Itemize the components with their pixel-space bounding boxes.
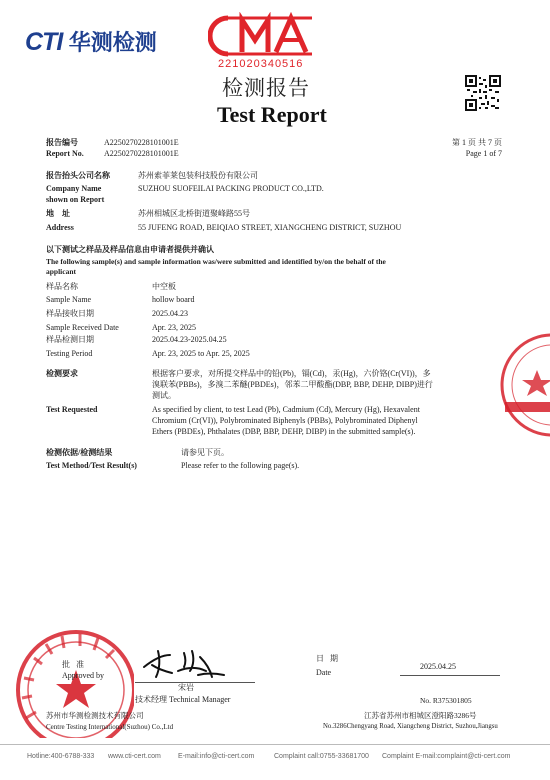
certificate-number: No. R375301805 [420, 696, 472, 705]
sample-intro-cn: 以下测试之样品及样品信息由申请者提供并确认 [46, 245, 214, 254]
footer-complaint-call: Complaint call:0755-33681700 [274, 753, 369, 760]
date-value: 2025.04.25 [420, 662, 456, 671]
address-value-en: 55 JUFENG ROAD, BEIQIAO STREET, XIANGCHENG DISTRICT, SUZHOU [138, 223, 402, 232]
report-no-value-en: A2250270228101001E [104, 149, 179, 158]
signature [140, 645, 230, 681]
footer-divider [0, 744, 550, 745]
stamp-seal-icon [497, 330, 550, 440]
sample-name-value-cn: 中空板 [152, 282, 176, 291]
test-request-label-en: Test Requested [46, 405, 98, 414]
approve-label-cn: 批 准 [62, 660, 84, 669]
cti-logo [25, 26, 157, 54]
footer-email[interactable]: E-mail:info@cti-cert.com [178, 753, 255, 760]
company-value-cn: 苏州索菲莱包装科技股份有限公司 [138, 171, 258, 180]
received-date-value-cn: 2025.04.23 [152, 309, 188, 318]
title-en: Test Report [217, 102, 327, 127]
received-date-value-en: Apr. 23, 2025 [152, 323, 196, 332]
test-request-value-cn-1: 根据客户要求，对所提交样品中的铅(Pb)，镉(Cd)，汞(Hg)，六价铬(Cr(VI))，多 [152, 369, 431, 378]
issuer-company-en: Centre Testing International(Suzhou) Co.,Ltd [46, 723, 174, 731]
page-indicator-cn: 第 1 页 共 7 页 [452, 138, 502, 147]
cma-mark [208, 12, 330, 60]
address-label-cn: 地 址 [46, 209, 70, 218]
issuer-company-cn: 苏州市华测检测技术有限公司 [46, 711, 144, 720]
address-value-cn: 苏州相城区北桥街道聚峰路55号 [138, 209, 250, 218]
test-request-value-cn-2: 溴联苯(PBBs)，多溴二苯醚(PBDEs)，邻苯二甲酸酯(DBP, BBP, DEHP, DIBP)进行 [152, 380, 433, 389]
method-label-cn: 检测依据/检测结果 [46, 448, 113, 457]
test-request-value-cn-3: 测试。 [152, 391, 176, 400]
test-request-label-cn: 检测要求 [46, 369, 78, 378]
received-date-label-cn: 样品接收日期 [46, 309, 94, 318]
cti-logo-cn: 华测检测 [68, 30, 157, 55]
qr-code [465, 75, 501, 111]
testing-period-label-cn: 样品检测日期 [46, 335, 94, 344]
test-request-value-en-2: Chromium (Cr(VI)), Polybrominated Biphenyls (PBBs), Polybrominated Diphenyl [152, 416, 418, 425]
method-value-en: Please refer to the following page(s). [181, 461, 300, 470]
footer-website[interactable]: www.cti-cert.com [108, 753, 161, 760]
signature-line [135, 682, 255, 683]
testing-period-value-cn: 2025.04.23-2025.04.25 [152, 335, 227, 344]
cti-logo-latin: CTI [25, 28, 63, 56]
report-no-label-en: Report No. [46, 149, 84, 158]
issuer-address-cn: 江苏省苏州市相城区澄阳路3286号 [364, 711, 477, 720]
sample-intro-en: The following sample(s) and sample information was/were submitted and identified by/on the behalf of the [46, 257, 386, 266]
title-cn: 检测报告 [222, 76, 310, 100]
sample-name-label-cn: 样品名称 [46, 282, 78, 291]
date-label-cn: 日 期 [316, 654, 338, 663]
company-value-en: SUZHOU SUOFEILAI PACKING PRODUCT CO.,LTD. [138, 184, 324, 193]
cma-code: 221020340516 [218, 58, 304, 70]
date-label-en: Date [316, 668, 332, 677]
report-no-label-cn: 报告编号 [46, 138, 78, 147]
sample-name-value-en: hollow board [152, 295, 195, 304]
address-label-en: Address [46, 223, 74, 232]
method-label-en: Test Method/Test Result(s) [46, 461, 137, 470]
signature-name: 宋岩 [178, 683, 194, 692]
testing-period-value-en: Apr. 23, 2025 to Apr. 25, 2025 [152, 349, 250, 358]
page-indicator-en: Page 1 of 7 [465, 149, 502, 158]
sample-name-label-en: Sample Name [46, 295, 92, 304]
technical-manager-label: 技术经理 Technical Manager [135, 695, 231, 704]
qr-code-icon [465, 75, 501, 111]
cma-logo-icon [208, 12, 330, 60]
company-label-cn: 报告抬头公司名称 [46, 171, 110, 180]
report-no-value-cn: A2250270228101001E [104, 138, 179, 147]
date-line [400, 675, 500, 676]
testing-period-label-en: Testing Period [46, 349, 93, 358]
footer [0, 751, 550, 765]
method-value-cn: 请参见下页。 [181, 448, 229, 457]
sample-intro-en-2: applicant [46, 267, 77, 276]
edge-stamp [497, 330, 550, 440]
company-label-en-2: shown on Report [46, 195, 105, 204]
company-label-en: Company Name [46, 184, 102, 193]
test-request-value-en-3: Ethers (PBDEs), Phthalates (DBP, BBP, DEHP, DIBP) in the submitted sample(s). [152, 427, 416, 436]
footer-hotline: Hotline:400-6788-333 [27, 753, 95, 760]
approve-label-en: Approved by [62, 671, 104, 680]
received-date-label-en: Sample Received Date [46, 323, 119, 332]
test-request-value-en-1: As specified by client, to test Lead (Pb), Cadmium (Cd), Mercury (Hg), Hexavalent [152, 405, 420, 414]
signature-icon [140, 645, 230, 681]
footer-complaint-email[interactable]: Complaint E-mail:complaint@cti-cert.com [382, 753, 511, 760]
issuer-address-en: No.3286Chengyang Road, Xiangcheng District, Suzhou,Jiangsu [323, 723, 498, 730]
